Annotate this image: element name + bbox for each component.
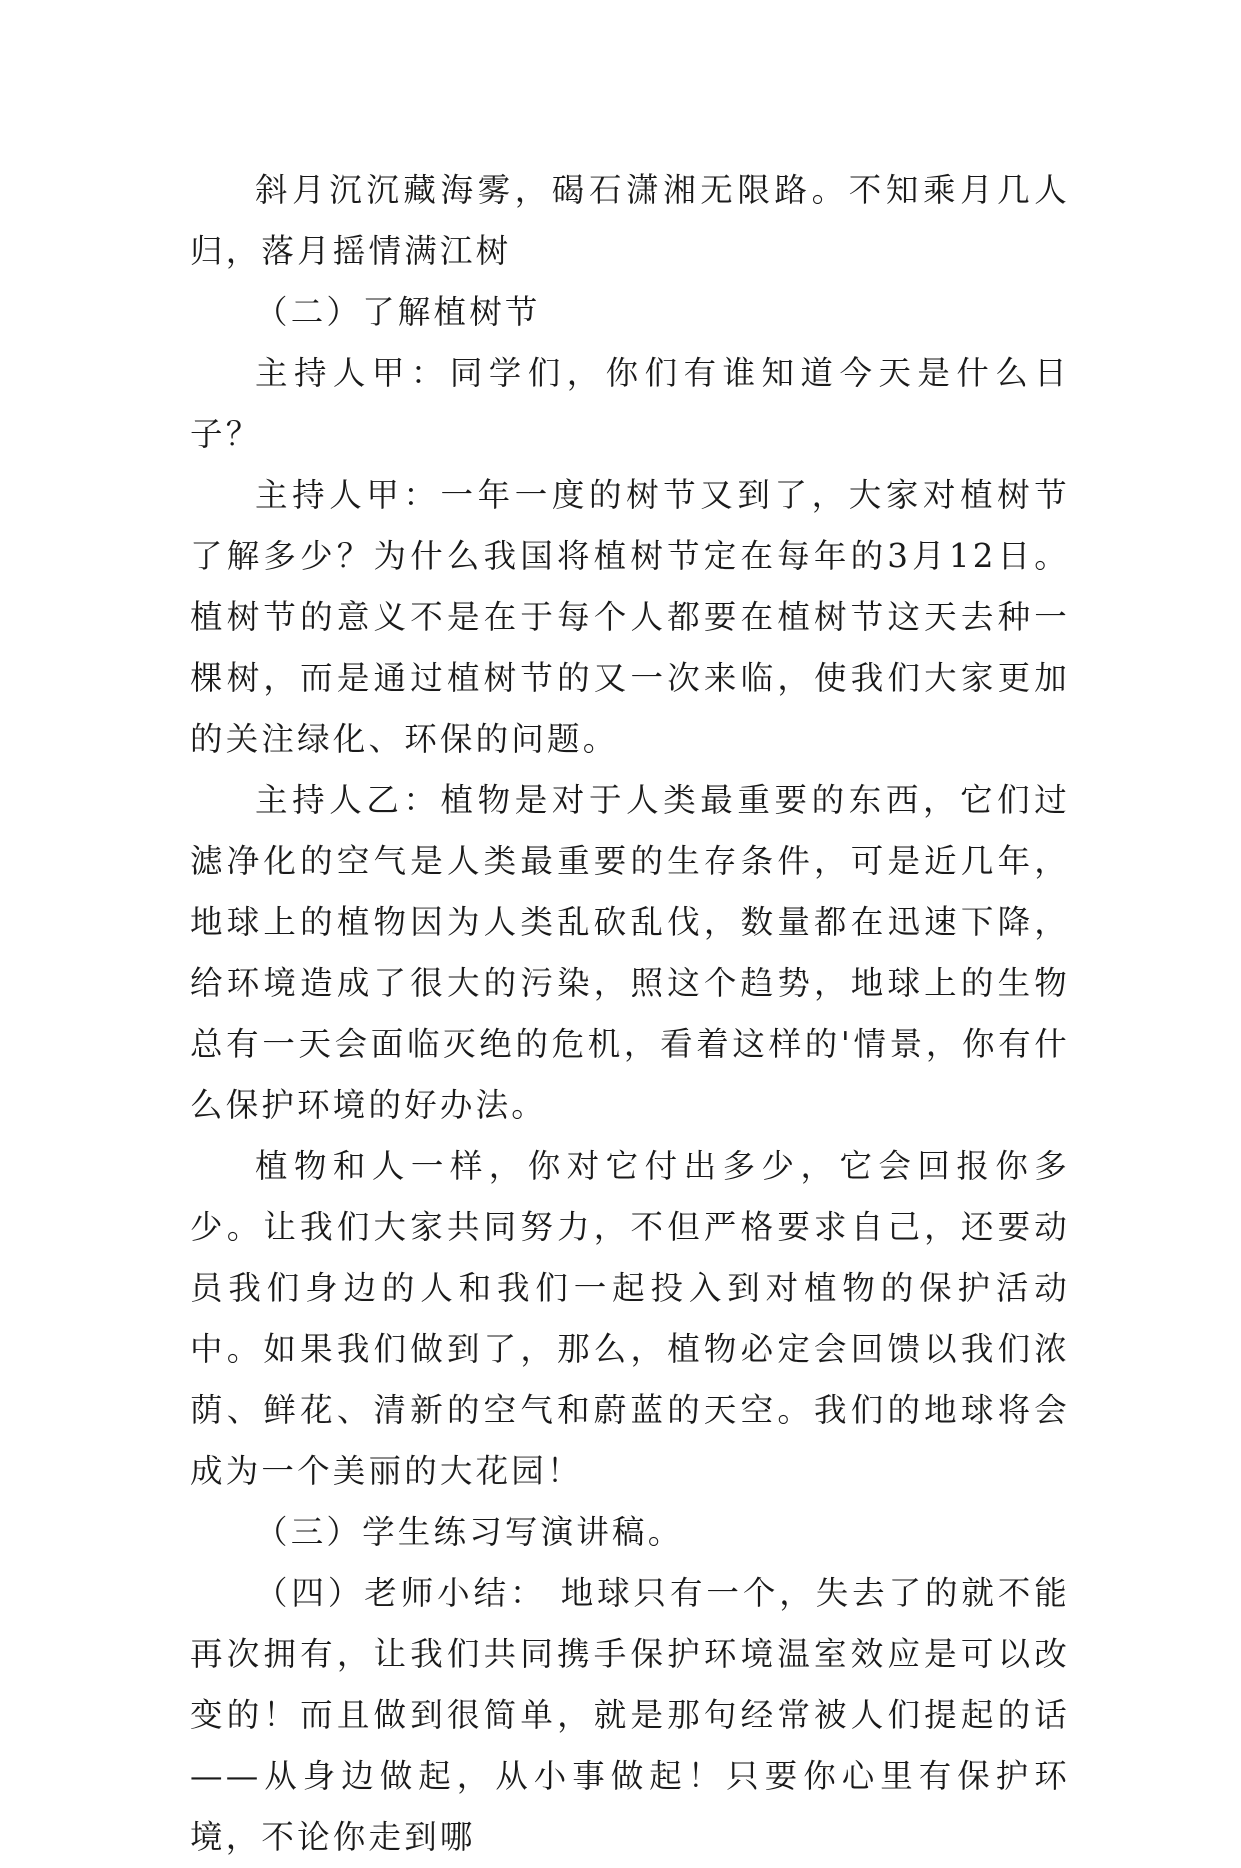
document-body (190, 160, 1070, 1868)
host-b-plants-paragraph: 主持人乙：植物是对于人类最重要的东西，它们过滤净化的空气是人类最重要的生存条件，可是近几年，地球上的植物因为人类乱砍乱伐，数量都在迅速下降，给环境造成了很大的污染，照这个趋势，地球上的生物总有一天会面临灭绝的危机，看着这样的'情景，你有什么保护环境的好办法。 (190, 781, 1070, 1124)
plants-and-people-paragraph: 植物和人一样，你对它付出多少，它会回报你多少。让我们大家共同努力，不但严格要求自己，还要动员我们身边的人和我们一起投入到对植物的保护活动中。如果我们做到了，那么，植物必定会回馈以我们浓荫、鲜花、清新的空气和蔚蓝的天空。我们的地球将会成为一个美丽的大花园！ (190, 1147, 1070, 1490)
section-heading-plant-day: （二）了解植树节 (255, 293, 541, 331)
section-heading-speech-practice: （三）学生练习写演讲稿。 (255, 1513, 684, 1551)
teacher-summary-paragraph: （四）老师小结： 地球只有一个，失去了的就不能再次拥有，让我们共同携手保护环境温室效应是可以改变的！而且做到很简单，就是那句经常被人们提起的话——从身边做起，从小事做起！只要你心里有保护环境，不论你走到哪 (190, 1574, 1070, 1856)
poem-paragraph: 斜月沉沉藏海雾，碣石潇湘无限路。不知乘月几人归，落月摇情满江树 (190, 171, 1070, 270)
host-a-arbor-day-paragraph: 主持人甲：一年一度的树节又到了，大家对植树节了解多少？为什么我国将植树节定在每年的3月12日。植树节的意义不是在于每个人都要在植树节这天去种一棵树，而是通过植树节的又一次来临，使我们大家更加的关注绿化、环保的问题。 (190, 476, 1070, 758)
host-a-question-paragraph: 主持人甲：同学们，你们有谁知道今天是什么日子？ (190, 354, 1070, 453)
